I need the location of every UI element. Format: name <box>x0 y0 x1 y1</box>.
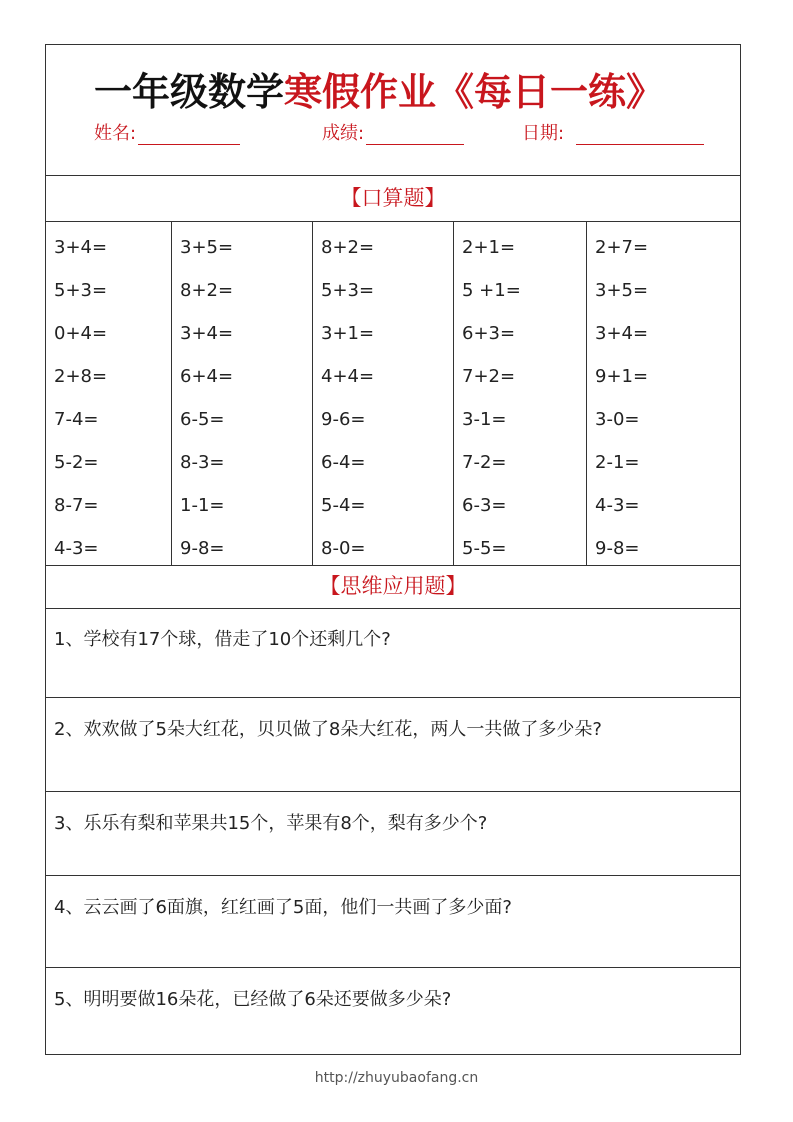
oral-problem: 2+1= <box>462 237 516 258</box>
date-blank-line[interactable] <box>576 126 704 145</box>
oral-problem: 8-0= <box>321 538 366 559</box>
oral-problem: 7-4= <box>54 409 99 430</box>
footer-url[interactable]: http://zhuyubaofang.cn <box>314 1070 479 1086</box>
word-problem-text: 1、学校有17个球，借走了10个还剩几个? <box>54 629 391 650</box>
oral-problem: 5-5= <box>462 538 507 559</box>
oral-problem: 5+3= <box>321 280 375 301</box>
oral-problem: 7+2= <box>462 366 516 387</box>
oral-problem: 6-3= <box>462 495 507 516</box>
oral-problem: 9-8= <box>180 538 225 559</box>
title-red-part: 寒假作业《每日一练》 <box>284 70 665 114</box>
score-field[interactable] <box>322 119 464 145</box>
title-black-part: 一年级数学 <box>94 70 285 114</box>
oral-problem: 3+5= <box>595 280 649 301</box>
word-problem-text: 5、明明要做16朵花，已经做了6朵还要做多少朵? <box>54 989 452 1010</box>
oral-section-title: 【口算题】 <box>46 175 740 222</box>
name-field[interactable] <box>94 119 240 145</box>
oral-problem: 3+4= <box>595 323 649 344</box>
oral-problem: 1-1= <box>180 495 225 516</box>
word-problem-1[interactable] <box>46 608 740 698</box>
date-label: 日期: <box>522 123 565 144</box>
score-blank-line[interactable] <box>366 126 464 145</box>
oral-problem: 5-4= <box>321 495 366 516</box>
name-blank-line[interactable] <box>138 126 240 145</box>
oral-problem: 4-3= <box>595 495 640 516</box>
oral-problem: 2+7= <box>595 237 649 258</box>
oral-problem: 2+8= <box>54 366 108 387</box>
oral-problem: 6-5= <box>180 409 225 430</box>
oral-problem: 8-3= <box>180 452 225 473</box>
oral-problem: 6+4= <box>180 366 234 387</box>
worksheet-header <box>46 45 740 176</box>
score-label: 成绩: <box>322 123 365 144</box>
oral-problem: 9+1= <box>595 366 649 387</box>
oral-problem: 8+2= <box>321 237 375 258</box>
application-section-title: 【思维应用题】 <box>46 565 740 609</box>
oral-column-4 <box>453 221 587 565</box>
oral-problem: 5+3= <box>54 280 108 301</box>
oral-problem: 4+4= <box>321 366 375 387</box>
oral-problem: 8-7= <box>54 495 99 516</box>
word-problem-5[interactable] <box>46 968 740 1054</box>
oral-column-2 <box>171 221 313 565</box>
oral-problem: 3+4= <box>54 237 108 258</box>
oral-problem: 3+5= <box>180 237 234 258</box>
oral-problem: 9-8= <box>595 538 640 559</box>
oral-problem: 3+1= <box>321 323 375 344</box>
word-problem-text: 2、欢欢做了5朵大红花，贝贝做了8朵大红花，两人一共做了多少朵? <box>54 719 602 740</box>
oral-problem: 2-1= <box>595 452 640 473</box>
oral-arithmetic-grid <box>46 221 740 566</box>
oral-problem: 4-3= <box>54 538 99 559</box>
oral-problem: 3+4= <box>180 323 234 344</box>
oral-column-1 <box>46 221 171 565</box>
oral-problem: 8+2= <box>180 280 234 301</box>
worksheet <box>45 44 741 1055</box>
oral-problem: 5 +1= <box>462 280 521 301</box>
word-problem-4[interactable] <box>46 876 740 968</box>
oral-column-3 <box>312 221 454 565</box>
word-problem-3[interactable] <box>46 792 740 876</box>
oral-problem: 5-2= <box>54 452 99 473</box>
oral-problem: 9-6= <box>321 409 366 430</box>
oral-problem: 3-1= <box>462 409 507 430</box>
oral-column-5 <box>586 221 741 565</box>
name-label: 姓名: <box>94 123 137 144</box>
word-problem-text: 3、乐乐有梨和苹果共15个，苹果有8个，梨有多少个? <box>54 813 488 834</box>
oral-problem: 6-4= <box>321 452 366 473</box>
word-problem-text: 4、云云画了6面旗，红红画了5面，他们一共画了多少面? <box>54 897 512 918</box>
oral-problem: 3-0= <box>595 409 640 430</box>
date-field[interactable] <box>522 119 704 145</box>
oral-problem: 0+4= <box>54 323 108 344</box>
word-problem-2[interactable] <box>46 698 740 792</box>
page-title <box>94 61 664 116</box>
oral-problem: 7-2= <box>462 452 507 473</box>
oral-problem: 6+3= <box>462 323 516 344</box>
